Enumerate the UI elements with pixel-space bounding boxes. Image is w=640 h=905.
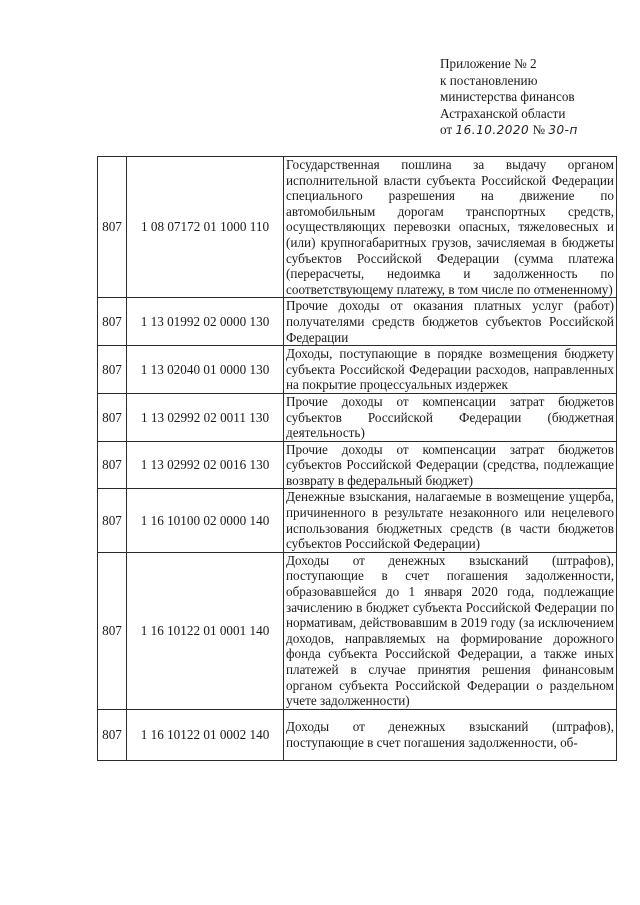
table-row xyxy=(98,157,617,298)
appendix-header xyxy=(440,56,630,139)
admin-code-cell: 807 xyxy=(98,441,127,489)
revenue-name-cell: Прочие доходы от оказания платных услуг (работ) получателями средств бюджетов субъектов Российской Федерации xyxy=(284,298,617,346)
revenue-code-cell: 1 08 07172 01 1000 110 xyxy=(127,157,284,298)
appendix-region-line: Астраханской области xyxy=(440,105,566,121)
revenue-code-cell: 1 13 01992 02 0000 130 xyxy=(127,298,284,346)
appendix-ref-line: к постановлению xyxy=(440,72,538,88)
appendix-date-line xyxy=(440,122,630,139)
admin-code-cell: 807 xyxy=(98,709,127,760)
table-row xyxy=(98,298,617,346)
revenue-name-cell: Денежные взыскания, налагаемые в возмещение ущерба, причиненного в результате незаконного или нецелевого использования бюджетных средств (в части бюджетов субъектов Российской Федерации) xyxy=(284,489,617,552)
revenue-name-cell: Государственная пошлина за выдачу органом исполнительной власти субъекта Российской Федерации специального разрешения на движение по автомобильным дорогам транспортных средств, осуществляющих перевозки опасных, тяжеловесных и (или) крупногабаритных грузов, зачисляемая в бюджеты субъектов Российской Федерации (сумма платежа (перерасчеты, недоимка и задолженность по соответствующему платежу, в том числе по отмененному) xyxy=(284,157,617,298)
admin-code-cell: 807 xyxy=(98,157,127,298)
table-row xyxy=(98,393,617,441)
revenue-name-cell: Доходы от денежных взысканий (штрафов), поступающие в счет погашения задолженности, образовавшейся до 1 января 2020 года, подлежащие зачислению в бюджет субъекта Российской Федерации по нормативам, действовавшим в 2019 году (за исключением доходов, направляемых на формирование дорожного фонда субъекта Российской Федерации, а также иных платежей в случае принятия решения финансовым органом субъекта Российской Федерации о раздельном учете задолженности) xyxy=(284,552,617,709)
revenue-code-cell: 1 13 02992 02 0011 130 xyxy=(127,393,284,441)
appendix-ministry-line: министерства финансов xyxy=(440,89,575,105)
revenue-name-cell: Прочие доходы от компенсации затрат бюджетов субъектов Российской Федерации (средства, подлежащие возврату в федеральный бюджет) xyxy=(284,441,617,489)
number-sign: № xyxy=(532,122,546,138)
revenue-codes-table xyxy=(97,156,617,761)
revenue-code-cell: 1 16 10122 01 0002 140 xyxy=(127,709,284,760)
revenue-name-cell: Доходы, поступающие в порядке возмещения бюджету субъекта Российской Федерации расходов, направленных на покрытие процессуальных издержек xyxy=(284,346,617,394)
appendix-title: Приложение № 2 xyxy=(440,56,537,71)
revenue-code-cell: 1 16 10100 02 0000 140 xyxy=(127,489,284,552)
table-row xyxy=(98,441,617,489)
revenue-name-cell: Доходы от денежных взысканий (штрафов), поступающие в счет погашения задолженности, об- xyxy=(284,709,617,760)
admin-code-cell: 807 xyxy=(98,298,127,346)
table-row xyxy=(98,709,617,760)
revenue-code-cell: 1 13 02040 01 0000 130 xyxy=(127,346,284,394)
revenue-name-cell: Прочие доходы от компенсации затрат бюджетов субъектов Российской Федерации (бюджетная деятельность) xyxy=(284,393,617,441)
handwritten-number: 30-п xyxy=(548,123,578,138)
admin-code-cell: 807 xyxy=(98,393,127,441)
date-prefix: от xyxy=(440,122,453,138)
admin-code-cell: 807 xyxy=(98,489,127,552)
admin-code-cell: 807 xyxy=(98,346,127,394)
admin-code-cell: 807 xyxy=(98,552,127,709)
revenue-code-cell: 1 16 10122 01 0001 140 xyxy=(127,552,284,709)
revenue-code-cell: 1 13 02992 02 0016 130 xyxy=(127,441,284,489)
handwritten-date: 16.10.2020 xyxy=(455,123,530,138)
table-row xyxy=(98,489,617,552)
table-row xyxy=(98,552,617,709)
table-row xyxy=(98,346,617,394)
